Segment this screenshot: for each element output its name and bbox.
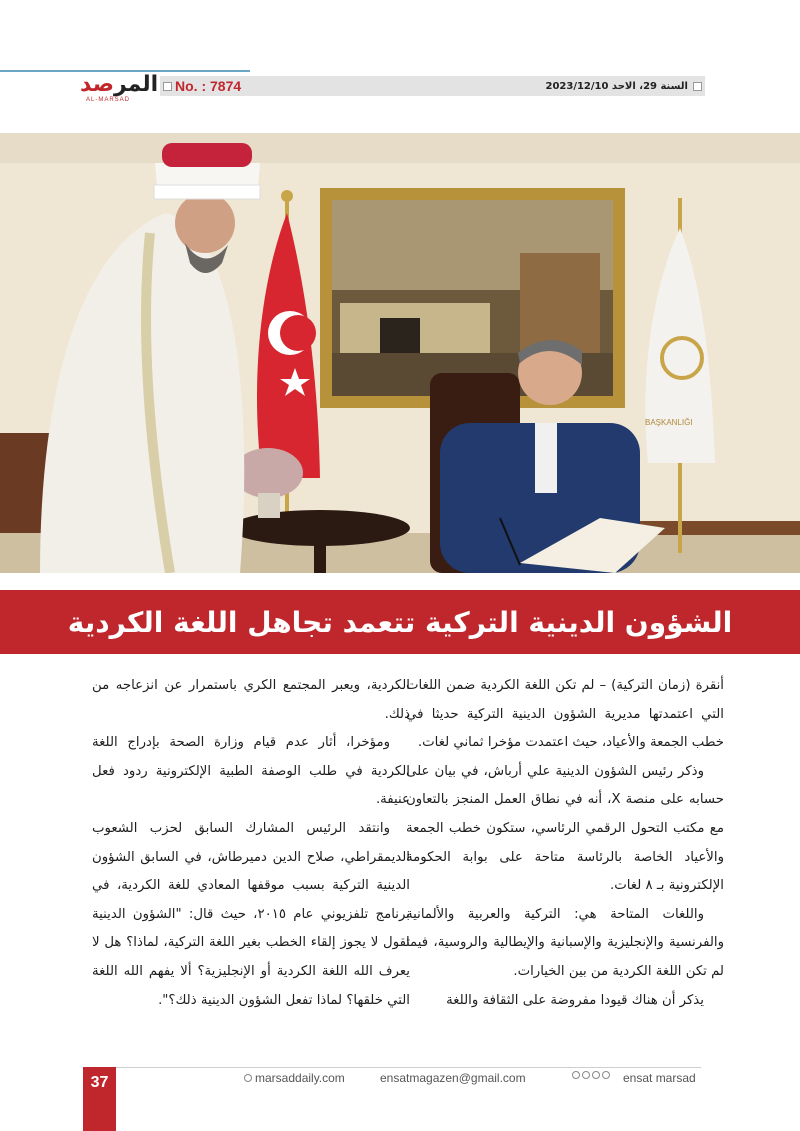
footer-social-icons (572, 1071, 610, 1079)
issue-number: No. : 7874 (175, 78, 242, 94)
email-text: ensatmagazen@gmail.com (380, 1071, 526, 1085)
article-headline: الشؤون الدينية التركية تتعمد تجاهل اللغة الكردية (67, 605, 733, 639)
twitter-icon[interactable] (582, 1071, 590, 1079)
youtube-icon[interactable] (602, 1071, 610, 1079)
article-paragraph: يذكر أن هناك قيودا مفروضة على الثقافة واللغة (446, 992, 704, 1008)
date-line: السنة 29، الاحد 2023/12/10 (545, 80, 688, 92)
article-photo (0, 133, 800, 573)
article-column-right (406, 672, 724, 1015)
logo-text-black: المر (113, 72, 159, 97)
social-name-text: ensat marsad (623, 1071, 696, 1085)
footer-rule (116, 1067, 701, 1068)
article-paragraph: أنقرة (زمان التركية) – لم تكن اللغة الكردية ضمن اللغات التي اعتمدتها مديرية الشؤون الدينية التركية حديثا في خطب الجمعة والأعياد، حيث اعتمدت مؤخرا ثماني لغات. (406, 678, 724, 751)
facebook-icon[interactable] (572, 1071, 580, 1079)
bullet-square-icon (693, 82, 702, 91)
article-paragraph: الكردية، ويعبر المجتمع الكري باستمرار عن انزعاجه من ذلك. (92, 678, 410, 722)
article-column-left (92, 672, 410, 1015)
publication-logo (80, 72, 160, 104)
bullet-square-icon (163, 82, 172, 91)
date-line-box (545, 76, 702, 96)
flag-banner-text: BAŞKANLIĞI (645, 418, 693, 427)
page-number: 37 (90, 1074, 109, 1091)
logo-wordmark (80, 72, 158, 97)
issue-number-box (160, 76, 241, 96)
website-text: marsaddaily.com (255, 1071, 345, 1085)
logo-subtitle: AL-MARSAD (86, 97, 131, 103)
article-paragraph: وذكر رئيس الشؤون الدينية علي أرباش، في بيان على حسابه على منصة X، أنه في نطاق العمل المنجز بالتعاون مع مكتب التحول الرقمي الرئاسي، ستكون خطب الجمعة والأعياد الخاصة بالرئاسة متاحة على بوابة الحكومة الإلكترونية بـ ٨ لغات. (406, 763, 724, 894)
photo-illustration (0, 133, 800, 573)
article-paragraph: ومؤخرا، أثار عدم قيام وزارة الصحة بإدراج اللغة الكردية في طلب الوصفة الطبية الإلكترونية ردود فعل عنيفة. (92, 735, 410, 808)
instagram-icon[interactable] (592, 1071, 600, 1079)
footer-social-name (623, 1071, 696, 1085)
logo-text-red: صد (80, 72, 114, 97)
globe-icon (244, 1074, 252, 1082)
article-paragraph: وانتقد الرئيس المشارك السابق لحزب الشعوب الديمقراطي، صلاح الدين دميرطاش، في السابق الشؤون الدينية التركية بسبب موقفها المعادي للغة الكردية، في برنامج تلفزيوني عام ٢٠١٥، حيث قال: "الشؤون الدينية تقول لا يجوز إلقاء الخطب بغير اللغة التركية، لماذا؟ هل لا يعرف الله اللغة الكردية أو الإنجليزية؟ ألا يفهم الله اللغة التي خلقها؟ لماذا تفعل الشؤون الدينية ذلك؟". (92, 820, 410, 1008)
footer-website[interactable] (244, 1071, 345, 1085)
footer-email[interactable] (380, 1071, 526, 1085)
article-paragraph: واللغات المتاحة هي: التركية والعربية والألمانية والفرنسية والإنجليزية والإسبانية والإيطالية والروسية، فيما لم تكن اللغة الكردية من بين الخيارات. (406, 906, 724, 979)
